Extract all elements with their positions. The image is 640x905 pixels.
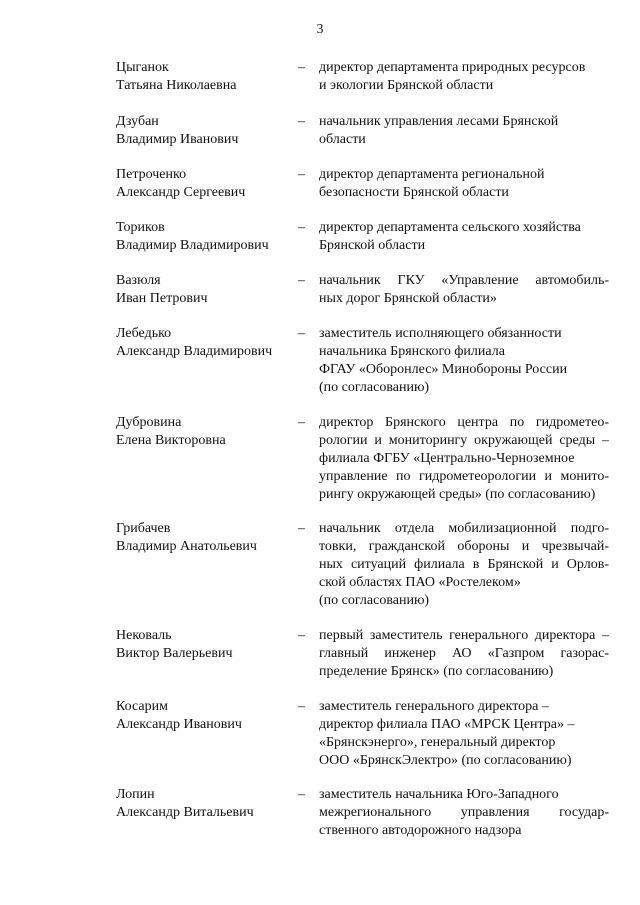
position-line: (по согласованию)	[319, 380, 430, 395]
position-description	[319, 59, 609, 95]
person-name	[116, 414, 286, 450]
position-description	[319, 113, 609, 149]
position-line: области	[319, 132, 366, 147]
person-name	[116, 166, 286, 202]
surname: Вазюля	[116, 273, 161, 288]
given-names: Татьяна Николаевна	[116, 78, 237, 93]
dash-separator: –	[298, 167, 305, 182]
position-line: заместитель начальника Юго-Западного	[319, 787, 559, 802]
surname: Петроченко	[116, 167, 187, 182]
position-line: (по согласованию)	[319, 593, 430, 608]
given-names: Владимир Иванович	[116, 132, 239, 147]
surname: Дзубан	[116, 114, 159, 129]
given-names: Елена Викторовна	[116, 433, 226, 448]
position-description	[319, 786, 609, 840]
dash-separator: –	[298, 60, 305, 75]
surname: Дубровина	[116, 415, 182, 430]
position-line: безопасности Брянской области	[319, 185, 509, 200]
surname: Лебедько	[116, 326, 172, 341]
person-name	[116, 520, 286, 556]
person-name	[116, 272, 286, 308]
dash-separator: –	[298, 415, 305, 430]
surname: Косарим	[116, 699, 168, 714]
position-line: рологии и мониторингу окружающей среды –	[319, 433, 609, 448]
given-names: Иван Петрович	[116, 291, 208, 306]
person-name	[116, 219, 286, 255]
person-name	[116, 325, 286, 361]
position-line: ственного автодорожного надзора	[319, 823, 522, 838]
position-line: директор департамента региональной	[319, 167, 545, 182]
position-line: управление по гидрометеорологии и монито-	[319, 469, 609, 484]
surname: Ториков	[116, 220, 165, 235]
position-description	[319, 520, 609, 610]
position-line: начальника Брянского филиала	[319, 344, 505, 359]
surname: Цыганок	[116, 60, 169, 75]
surname: Лопин	[116, 787, 155, 802]
person-name	[116, 627, 286, 663]
dash-separator: –	[298, 787, 305, 802]
position-line: главный инженер АО «Газпром газорас-	[319, 646, 609, 661]
dash-separator: –	[298, 114, 305, 129]
position-description	[319, 166, 609, 202]
position-line: межрегионального управления государ-	[319, 805, 609, 820]
position-line: директор филиала ПАО «МРСК Центра» –	[319, 717, 575, 732]
given-names: Владимир Анатольевич	[116, 539, 257, 554]
position-line: заместитель генерального директора –	[319, 699, 549, 714]
position-description	[319, 698, 609, 770]
position-line: филиала ФГБУ «Центрально-Черноземное	[319, 451, 575, 466]
dash-separator: –	[298, 326, 305, 341]
position-line: ных ситуаций филиала в Брянской и Орлов-	[319, 557, 609, 572]
page-number: 3	[316, 22, 324, 37]
position-line: ных дорог Брянской области»	[319, 291, 497, 306]
given-names: Виктор Валерьевич	[116, 646, 233, 661]
person-name	[116, 786, 286, 822]
position-line: заместитель исполняющего обязанности	[319, 326, 562, 341]
position-line: первый заместитель генерального директора –	[319, 628, 609, 643]
position-description	[319, 627, 609, 681]
position-line: ООО «БрянскЭлектро» (по согласованию)	[319, 753, 572, 768]
given-names: Александр Сергеевич	[116, 185, 246, 200]
given-names: Александр Иванович	[116, 717, 242, 732]
position-line: директор департамента сельского хозяйства	[319, 220, 581, 235]
dash-separator: –	[298, 521, 305, 536]
person-name	[116, 698, 286, 734]
given-names: Владимир Владимирович	[116, 238, 269, 253]
position-description	[319, 325, 609, 397]
position-line: товки, гражданской обороны и чрезвычай-	[319, 539, 609, 554]
surname: Нековаль	[116, 628, 172, 643]
position-line: начальник ГКУ «Управление автомобиль-	[319, 273, 609, 288]
position-line: пределение Брянск» (по согласованию)	[319, 664, 554, 679]
position-line: ФГАУ «Оборонлес» Минобороны России	[319, 362, 568, 377]
person-name	[116, 59, 286, 95]
position-description	[319, 272, 609, 308]
position-line: и экологии Брянской области	[319, 78, 494, 93]
dash-separator: –	[298, 628, 305, 643]
position-description	[319, 414, 609, 504]
position-line: директор департамента природных ресурсов	[319, 60, 586, 75]
dash-separator: –	[298, 273, 305, 288]
position-line: «Брянскэнерго», генеральный директор	[319, 735, 556, 750]
position-line: начальник управления лесами Брянской	[319, 114, 559, 129]
position-line: ской областях ПАО «Ростелеком»	[319, 575, 521, 590]
position-line: начальник отдела мобилизационной подго-	[319, 521, 609, 536]
given-names: Александр Владимирович	[116, 344, 273, 359]
position-line: директор Брянского центра по гидрометео-	[319, 415, 609, 430]
surname: Грибачев	[116, 521, 171, 536]
dash-separator: –	[298, 220, 305, 235]
given-names: Александр Витальевич	[116, 805, 254, 820]
position-line: рингу окружающей среды» (по согласованию)	[319, 487, 596, 502]
person-name	[116, 113, 286, 149]
dash-separator: –	[298, 699, 305, 714]
position-line: Брянской области	[319, 238, 426, 253]
position-description	[319, 219, 609, 255]
